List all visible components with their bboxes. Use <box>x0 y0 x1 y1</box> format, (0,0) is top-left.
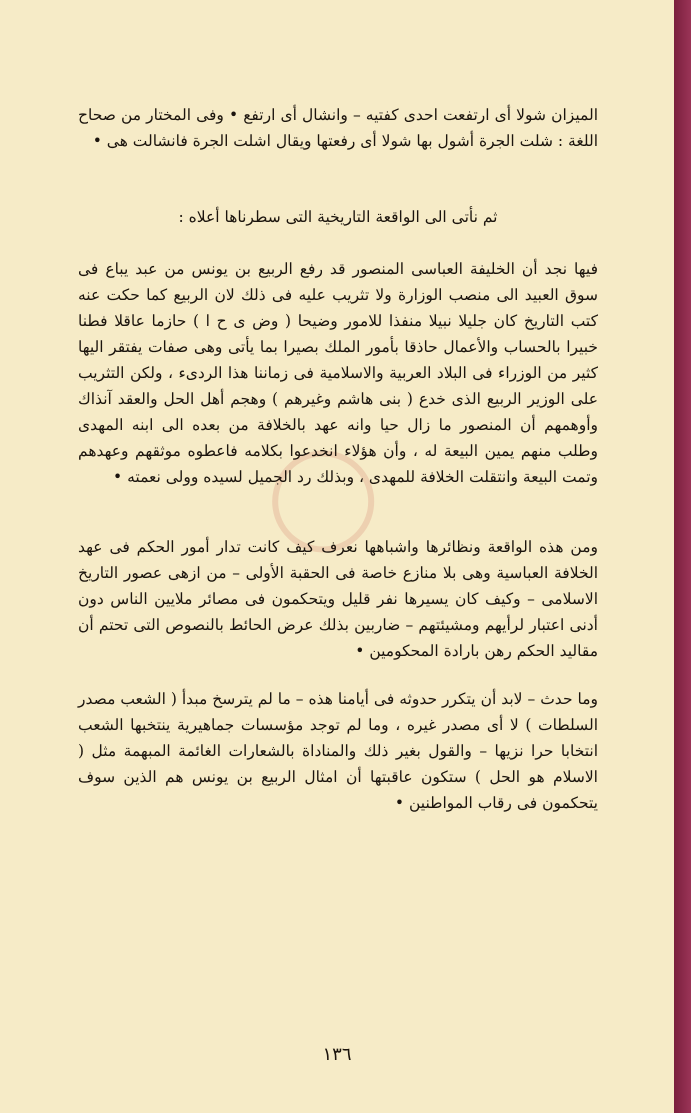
paragraph-4 <box>78 534 598 664</box>
paragraph-2 <box>128 204 548 230</box>
paragraph-1-text: الميزان شولا أى ارتفعت احدى كفتيه – وانشال أى ارتفع • وفى المختار من صحاح اللغة : شلت الجرة أشول بها شولا أى رفعتها ويقال اشلت الجرة فانشالت هى • <box>78 106 598 150</box>
paragraph-2-text: ثم نأتى الى الواقعة التاريخية التى سطرناها أعلاه : <box>178 208 498 226</box>
page-edge <box>674 0 691 1113</box>
page-number: ١٣٦ <box>322 1044 352 1065</box>
paragraph-5 <box>78 686 598 816</box>
paragraph-5-text: وما حدث – لابد أن يتكرر حدوثه فى أيامنا هذه – ما لم يترسخ مبدأ ( الشعب مصدر السلطات ) لا أى مصدر غيره ، وما لم توجد مؤسسات جماهيرية ينتخبها الشعب انتخابا حرا نزيها – والقول بغير ذلك والمناداة بالشعارات الغائمة المبهمة مثل ( الاسلام هو الحل ) ستكون عاقبتها أن امثال الربيع بن يونس هم الذين سوف يتحكمون فى رقاب المواطنين • <box>78 690 598 812</box>
paragraph-4-text: ومن هذه الواقعة ونظائرها واشباهها نعرف كيف كانت تدار أمور الحكم فى عهد الخلافة العباسية وهى بلا منازع خاصة فى الحقبة الأولى – من ازهى عصور التاريخ الاسلامى – وكيف كان يسيرها نفر قليل ويتحكمون فى مصائر ملايين الناس دون أدنى اعتبار لرأيهم ومشيئتهم – ضاربين بذلك عرض الحائط بالنصوص التى تحتم أن مقاليد الحكم رهن بارادة المحكومين • <box>78 538 598 660</box>
paragraph-3 <box>78 256 598 490</box>
paragraph-1 <box>78 102 598 154</box>
paragraph-3-text: فيها نجد أن الخليفة العباسى المنصور قد رفع الربيع بن يونس من عبد يباع فى سوق العبيد الى منصب الوزارة ولا تثريب عليه فى ذلك لان الربيع كما حكت عنه كتب التاريخ كان جليلا نبيلا منفذا للامور وضيحا ( وض ى ح ا ) حازما عاقلا فطنا خبيرا بالحساب والأعمال حاذقا بأمور الملك بصيرا بما يأتى وهى صفات يفتقر اليها كثير من الوزراء فى البلاد العربية والاسلامية فى زماننا هذا الردىء ، ولكن التثريب على الوزير الربيع الذى خدع ( بنى هاشم وغيرهم ) وهجم أهل الحل والعقد آنذاك وأوهمهم أن المنصور ما زال حيا وانه عهد بالخلافة من بعده الى ابنه المهدى وطلب منهم يمين البيعة له ، وأن هؤلاء انخدعوا بكلامه فاعطوه موثقهم وعهدهم وتمت البيعة وانتقلت الخلافة للمهدى ، وبذلك رد الجميل لسيده وولى نعمته • <box>78 260 598 486</box>
